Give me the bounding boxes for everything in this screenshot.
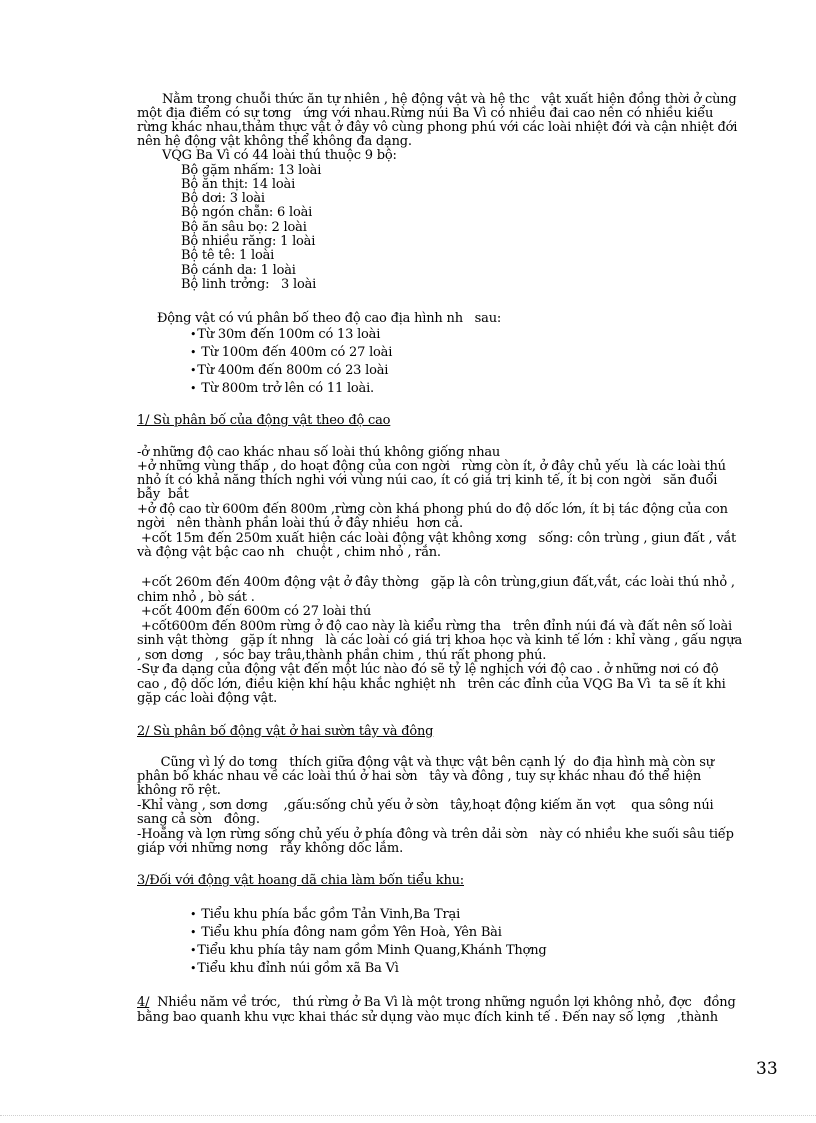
section-2-line: -Hoẵng và lợn rừng sống chủ yếu ở phía đông và trên dải sờn này có nhiều khe suối sâu tiếp [137, 827, 734, 842]
section-1-line: +cốt 15m đến 250m xuất hiện các loài động vật không xơng sống: côn trùng , giun đất , vắt [137, 531, 737, 546]
intro-line-1: Nằm trong chuỗi thức ăn tự nhiên , hệ động vật và hệ thc vật xuất hiện đồng thời ở cùng [162, 92, 737, 107]
section-4-line [137, 996, 736, 1010]
section-1-heading: 1/ Sù phân bố của động vật theo độ cao [137, 413, 391, 428]
subzone-item: • Tiểu khu phía tây nam gồm Minh Quang,Khánh Thợng [190, 944, 547, 958]
section-4-text: Nhiều năm về trớc, thú rừng ở Ba Vì là một trong những nguồn lợi không nhỏ, đợc đồng [149, 995, 736, 1010]
order-item: Bộ ăn thịt: 14 loài [181, 177, 296, 192]
section-1-line: cao , độ dốc lớn, điều kiện khí hậu khắc nghiệt nh trên các đỉnh của VQG Ba Vì ta sẽ ít khi [137, 677, 726, 692]
section-4-number: 4/ [137, 995, 150, 1010]
section-1-line: chim nhỏ , bò sát . [137, 590, 255, 605]
order-item: Bộ cánh da: 1 loài [181, 263, 296, 278]
intro-line-2: một địa điểm có sự tơng ứng với nhau.Rừng núi Ba Vì có nhiều đai cao nên có nhiều kiểu [137, 106, 714, 121]
section-2-line: -Khỉ vàng , sơn dơng ,gấu:sống chủ yếu ở sờn tây,hoạt động kiếm ăn vợt qua sông núi [137, 798, 714, 813]
section-1-line: ngời nên thành phần loài thú ở đây nhiều hơn cả. [137, 516, 463, 531]
order-item: Bộ gặm nhấm: 13 loài [181, 163, 322, 178]
section-1-line: bẫy bắt [137, 487, 189, 502]
altitude-item: • Từ 100m đến 400m có 27 loài [190, 346, 392, 360]
section-1-line: -ở những độ cao khác nhau số loài thú không giống nhau [137, 445, 501, 460]
section-1-line: +ở độ cao từ 600m đến 800m ,rừng còn khá phong phú do độ dốc lớn, ít bị tác động của con [137, 502, 728, 517]
vqg-species-line: VQG Ba Vì có 44 loài thú thuộc 9 bộ: [162, 148, 397, 163]
section-2-line: Cũng vì lý do tơng thích giữa động vật và thực vật bên cạnh lý do địa hình mà còn sự [137, 755, 714, 770]
order-item: Bộ tê tê: 1 loài [181, 248, 275, 263]
altitude-item: • Từ 800m trở lên có 11 loài. [190, 382, 374, 396]
page-number: 33 [756, 1059, 778, 1079]
altitude-item: • Từ 30m đến 100m có 13 loài [190, 328, 380, 342]
order-item: Bộ ăn sâu bọ: 2 loài [181, 220, 307, 235]
order-item: Bộ linh trởng: 3 loài [181, 277, 317, 292]
altitude-item: • Từ 400m đến 800m có 23 loài [190, 364, 388, 378]
section-1-line: gặp các loài động vật. [137, 691, 278, 706]
section-2-line: sang cả sờn đông. [137, 812, 260, 827]
order-item: Bộ nhiều răng: 1 loài [181, 234, 316, 249]
section-1-line: +cốt600m đến 800m rừng ở độ cao này là kiểu rừng tha trên đỉnh núi đá và đất nên số loài [137, 619, 732, 634]
section-2-heading: 2/ Sù phân bố động vật ở hai sườn tây và đông [137, 724, 434, 739]
section-1-line: và động vật bậc cao nh chuột , chim nhỏ , rắn. [137, 545, 441, 560]
section-3-heading: 3/Đối với động vật hoang dã chia làm bốn tiểu khu: [137, 873, 464, 888]
section-1-line: , sơn dơng , sóc bay trâu,thành phần chim , thú rất phong phú. [137, 648, 547, 663]
section-2-line: không rõ rệt. [137, 783, 221, 798]
section-1-line: sinh vật thờng gặp ít nhng là các loài có giá trị khoa học và kinh tế lớn : khỉ vàng , gấu ngựa [137, 633, 742, 648]
page-bottom-divider [0, 1115, 816, 1116]
subzone-item: • Tiểu khu đỉnh núi gồm xã Ba Vì [190, 962, 399, 976]
section-4-line: bằng bao quanh khu vực khai thác sử dụng vào mục đích kinh tế . Đến nay số lợng ,thành [137, 1010, 718, 1025]
intro-line-3: rừng khác nhau,thảm thực vật ở đây vô cùng phong phú với các loài nhiệt đới và cận nhiệt đới [137, 120, 738, 135]
section-1-line: +cốt 400m đến 600m có 27 loài thú [137, 604, 372, 619]
section-1-line: nhỏ ít có khả năng thích nghi với vùng núi cao, ít có giá trị kinh tế, ít bị con ngời săn đuổi [137, 473, 718, 488]
intro-line-4: nên hệ động vật không thể không đa dạng. [137, 134, 412, 149]
section-1-line: +ở những vùng thấp , do hoạt động của con ngời rừng còn ít, ở đây chủ yếu là các loài thú [137, 459, 726, 474]
section-1-line: +cốt 260m đến 400m động vật ở đây thờng gặp là côn trùng,giun đất,vắt, các loài thú nhỏ , [137, 575, 735, 590]
order-item: Bộ dơi: 3 loài [181, 191, 265, 206]
subzone-item: • Tiểu khu phía đông nam gồm Yên Hoà, Yên Bài [190, 926, 502, 940]
section-2-line: giáp với những nơng rẫy không dốc lắm. [137, 841, 403, 856]
section-1-line: -Sự đa dạng của động vật đến một lúc nào đó sẽ tỷ lệ nghịch với độ cao . ở những nơi có độ [137, 662, 719, 677]
subzone-item: • Tiểu khu phía bắc gồm Tản Vinh,Ba Trại [190, 908, 460, 922]
altitude-intro: Động vật có vú phân bố theo độ cao địa hình nh sau: [157, 311, 502, 326]
section-2-line: phân bố khác nhau về các loài thú ở hai sờn tây và đông , tuy sự khác nhau đó thể hiện [137, 769, 702, 784]
order-item: Bộ ngón chẵn: 6 loài [181, 205, 313, 220]
